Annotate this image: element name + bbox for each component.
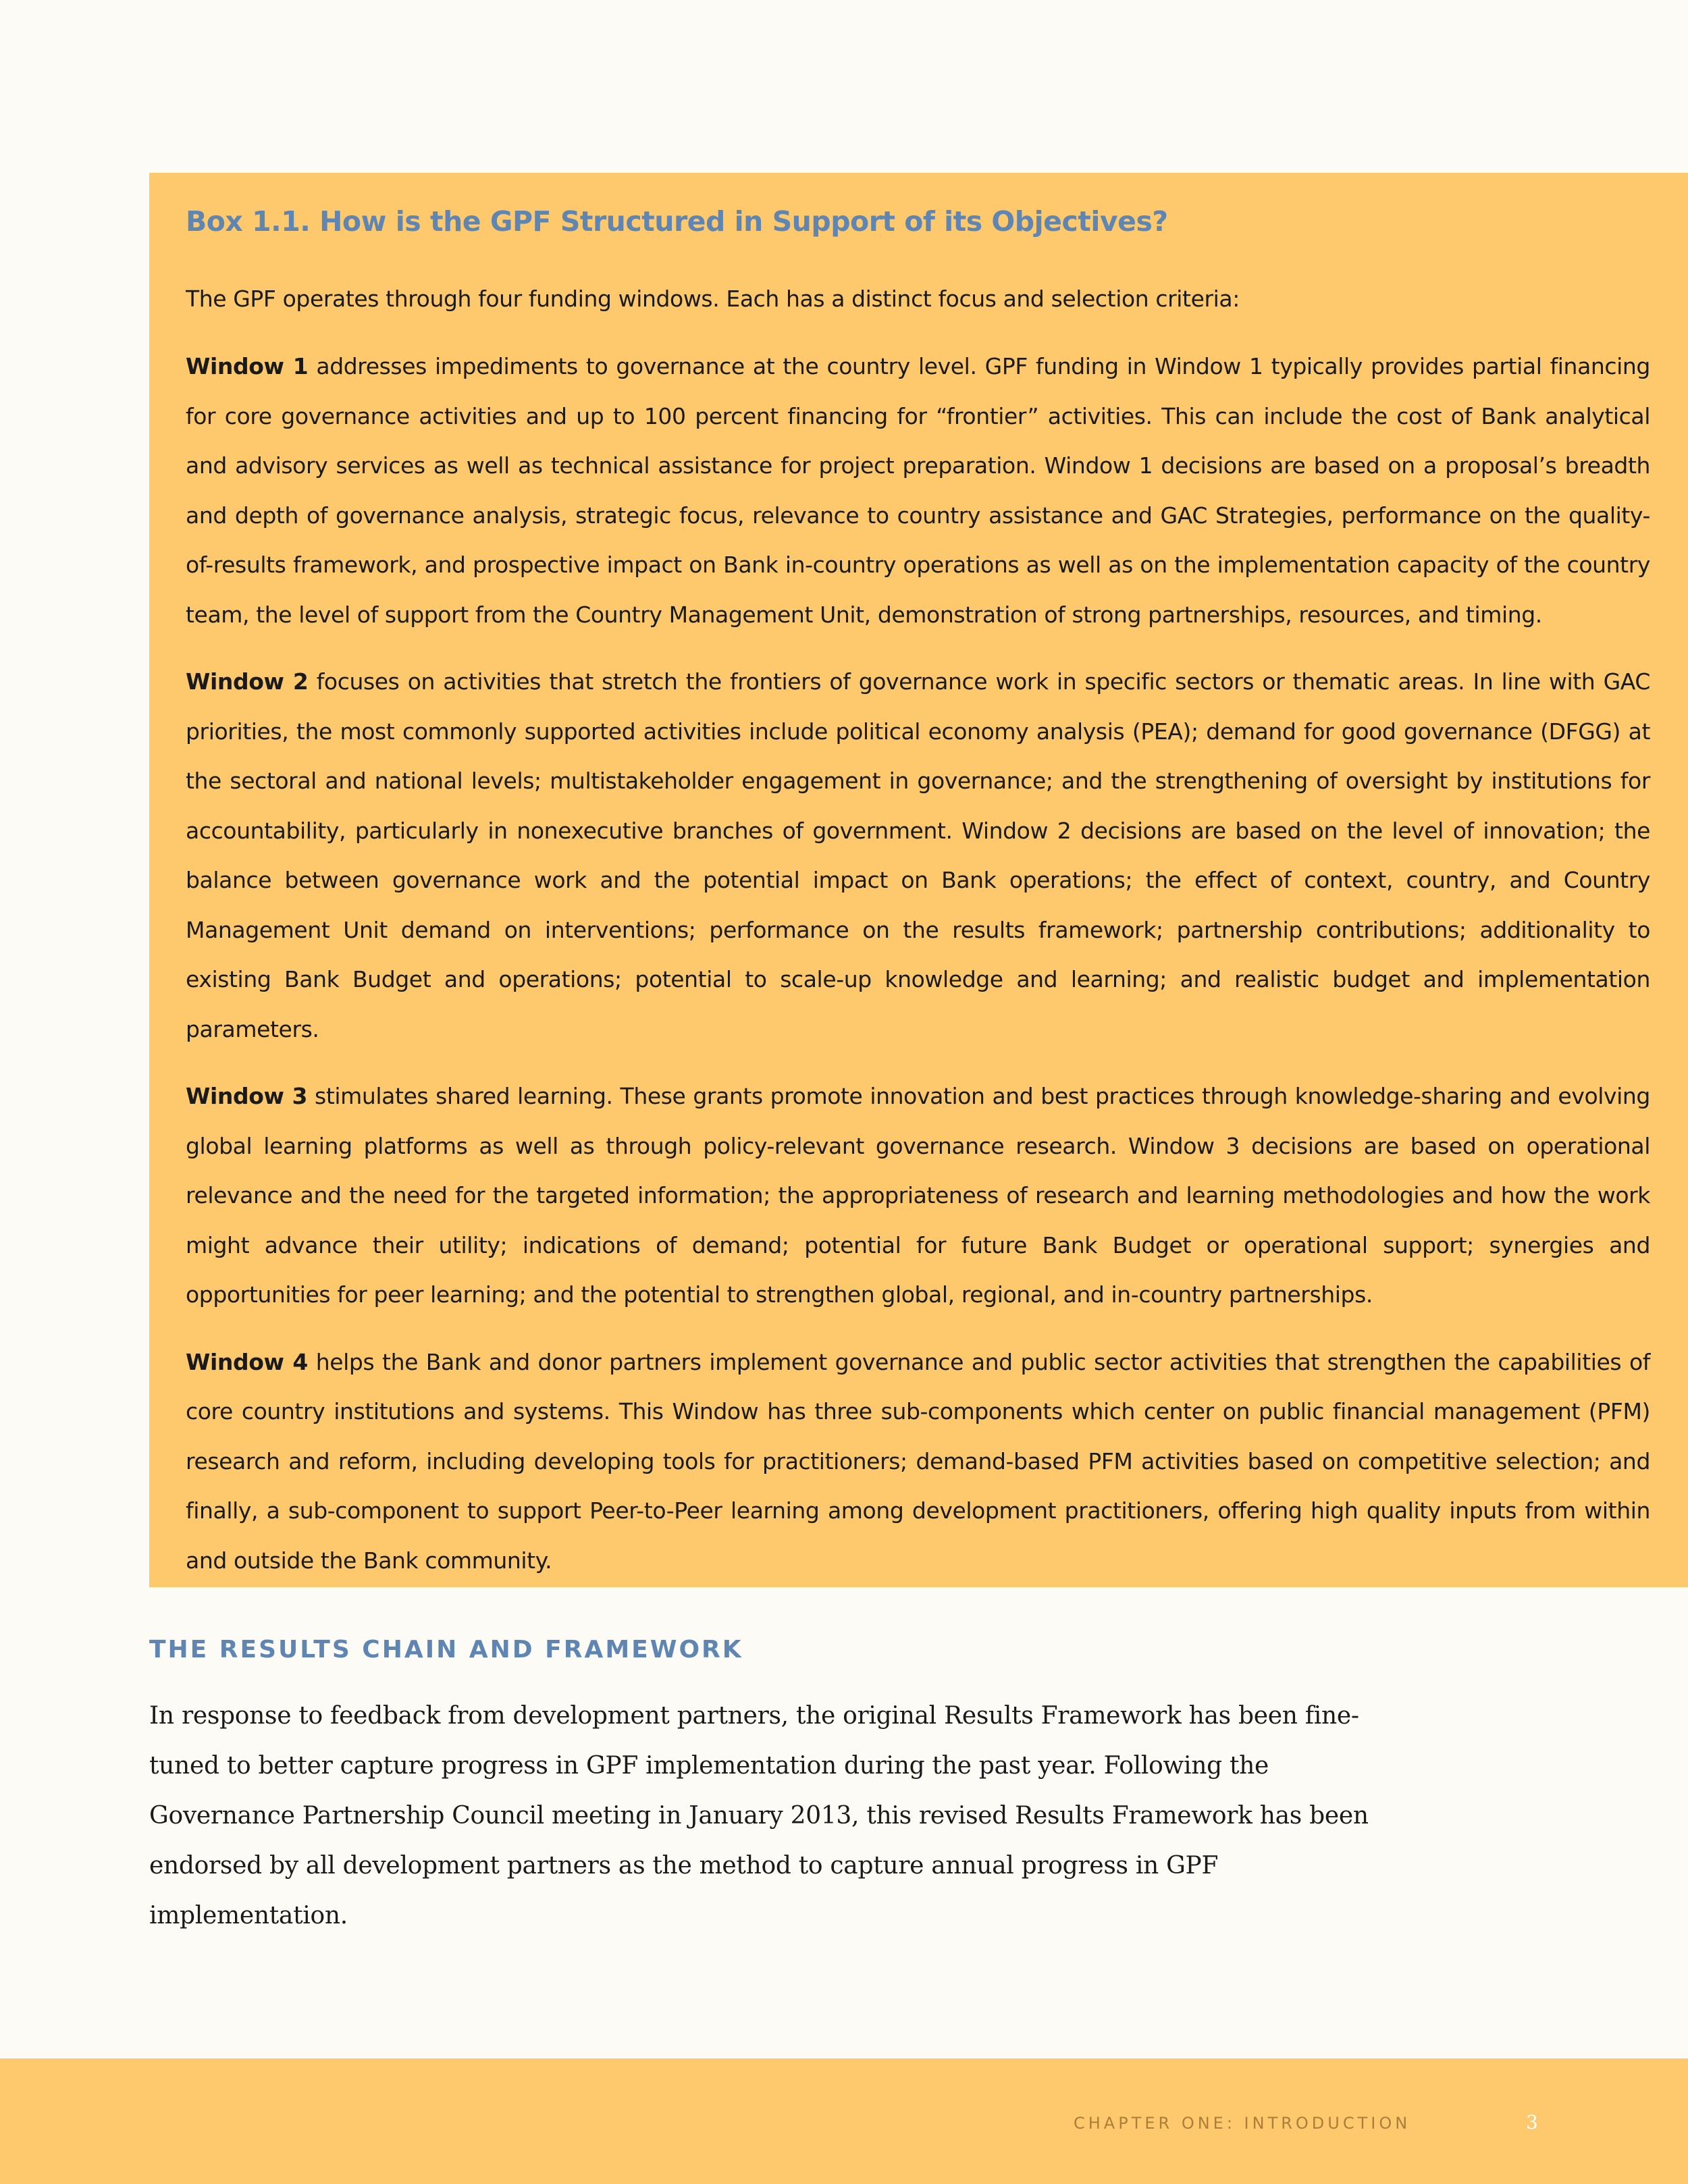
window-1-text: addresses impediments to governance at the country level. GPF funding in Window 1 typically provides partial financing for core governance activities and up to 100 percent financing for “frontier” activities. This can include the cost of Bank analytical and advisory services as well as technical assistance for project preparation. Window 1 decisions are based on a proposal’s breadth and depth of governance analysis, strategic focus, relevance to country assistance and GAC Strategies, performance on the quality-of-results framework, and prospective impact on Bank in-country operations as well as on the implementation capacity of the country team, the level of support from the Country Management Unit, demonstration of strong partnerships, resources, and timing. xyxy=(186,353,1650,628)
info-box xyxy=(149,173,1688,1587)
page-footer xyxy=(0,2058,1688,2184)
window-1-paragraph xyxy=(186,342,1650,639)
window-1-lead: Window 1 xyxy=(186,353,309,379)
window-3-text: stimulates shared learning. These grants promote innovation and best practices through knowledge-sharing and evolving global learning platforms as well as through policy-relevant governance research. Window 3 decisions are based on operational relevance and the need for the targeted information; the appropriateness of research and learning methodologies and how the work might advance their utility; indications of demand; potential for future Bank Budget or operational support; synergies and opportunities for peer learning; and the potential to strengthen global, regional, and in-country partnerships. xyxy=(186,1083,1650,1308)
window-2-text: focuses on activities that stretch the frontiers of governance work in specific sectors or thematic areas. In line with GAC priorities, the most commonly supported activities include political economy analysis (PEA); demand for good governance (DFGG) at the sectoral and national levels; multistakeholder engagement in governance; and the strengthening of oversight by institutions for accountability, particularly in nonexecutive branches of government. Window 2 decisions are based on the level of innovation; the balance between governance work and the potential impact on Bank operations; the effect of context, country, and Country Management Unit demand on interventions; performance on the results framework; partnership contributions; additionality to existing Bank Budget and operations; potential to scale-up knowledge and learning; and realistic budget and implementation parameters. xyxy=(186,668,1650,1042)
page-number: 3 xyxy=(1526,2111,1538,2133)
section-body: In response to feedback from development partners, the original Results Framework has been fine-tuned to better capture progress in GPF implementation during the past year. Following the Governance Partnership Council meeting in January 2013, this revised Results Framework has been endorsed by all development partners as the method to capture annual progress in GPF implementation. xyxy=(149,1702,1369,1929)
window-4-text: helps the Bank and donor partners implement governance and public sector activities that strengthen the capabilities of core country institutions and systems. This Window has three sub-components which center on public financial management (PFM) research and reform, including developing tools for practitioners; demand-based PFM activities based on competitive selection; and finally, a sub-component to support Peer-to-Peer learning among development practitioners, offering high quality inputs from within and outside the Bank community. xyxy=(186,1348,1650,1574)
window-3-lead: Window 3 xyxy=(186,1083,308,1109)
window-2-paragraph xyxy=(186,657,1650,1054)
footer-chapter-label: CHAPTER ONE: INTRODUCTION xyxy=(1074,2114,1411,2133)
window-2-lead: Window 2 xyxy=(186,668,309,695)
box-title: Box 1.1. How is the GPF Structured in Support of its Objectives? xyxy=(186,205,1168,238)
window-4-paragraph xyxy=(186,1337,1650,1586)
box-intro: The GPF operates through four funding windows. Each has a distinct focus and selection criteria: xyxy=(186,286,1240,312)
window-4-lead: Window 4 xyxy=(186,1348,308,1375)
section-heading: THE RESULTS CHAIN AND FRAMEWORK xyxy=(149,1636,743,1663)
window-3-paragraph xyxy=(186,1071,1650,1320)
